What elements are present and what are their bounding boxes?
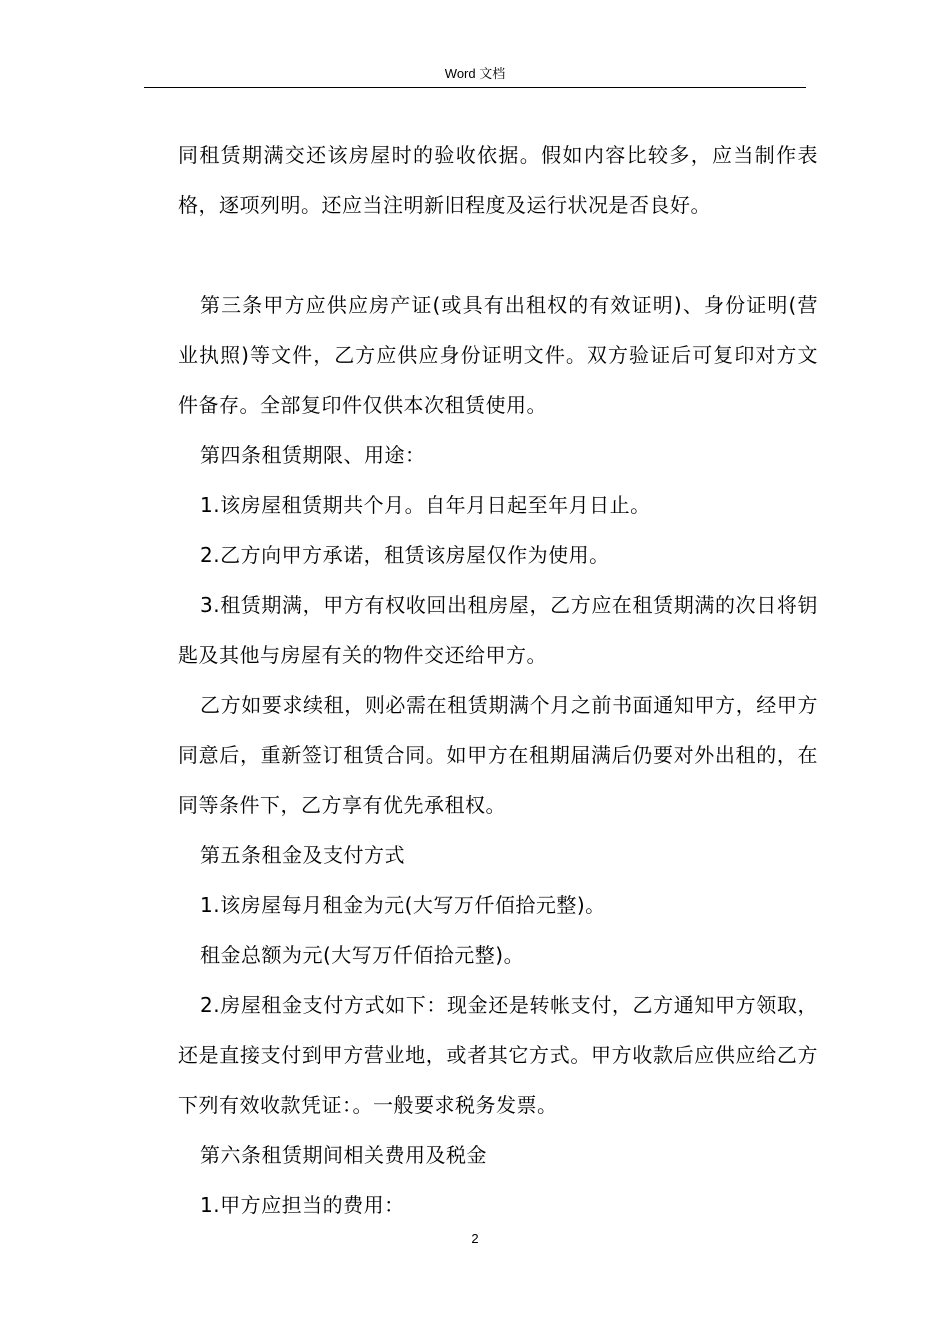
paragraph-article-6-heading: 第六条租赁期间相关费用及税金 <box>200 1143 487 1167</box>
header-rule <box>144 87 806 88</box>
paragraph-article-3: 第三条甲方应供应房产证(或具有出租权的有效证明)、身份证明(营业执照)等文件，乙方应供应身份证明文件。双方验证后可复印对方文件备存。全部复印件仅供本次租赁使用。 <box>178 293 818 417</box>
paragraph-article-5-heading: 第五条租金及支付方式 <box>200 843 405 867</box>
paragraph-continuation: 同租赁期满交还该房屋时的验收依据。假如内容比较多，应当制作表格，逐项列明。还应当注明新旧程度及运行状况是否良好。 <box>178 143 818 217</box>
paragraph-rent-total: 租金总额为元(大写万仟佰拾元整)。 <box>200 943 525 967</box>
paragraph-renewal: 乙方如要求续租，则必需在租赁期满个月之前书面通知甲方，经甲方同意后，重新签订租赁合同。如甲方在租期届满后仍要对外出租的，在同等条件下，乙方享有优先承租权。 <box>178 693 818 817</box>
paragraph-article-4-item-2: 2.乙方向甲方承诺，租赁该房屋仅作为使用。 <box>200 543 610 567</box>
document-body <box>178 130 818 1230</box>
paragraph-gap <box>178 230 818 280</box>
paragraph-article-6-item-1: 1.甲方应担当的费用： <box>200 1193 405 1217</box>
paragraph-article-5-item-2: 2.房屋租金支付方式如下：现金还是转帐支付，乙方通知甲方领取，还是直接支付到甲方营业地，或者其它方式。甲方收款后应供应给乙方下列有效收款凭证：。一般要求税务发票。 <box>178 993 818 1117</box>
paragraph-article-4-item-1: 1.该房屋租赁期共个月。自年月日起至年月日止。 <box>200 493 651 517</box>
paragraph-article-4-item-3: 3.租赁期满，甲方有权收回出租房屋，乙方应在租赁期满的次日将钥匙及其他与房屋有关的物件交还给甲方。 <box>178 593 818 667</box>
paragraph-article-4-heading: 第四条租赁期限、用途： <box>200 443 426 467</box>
page-number: 2 <box>471 1231 479 1246</box>
page-header: Word 文档 <box>444 66 506 81</box>
paragraph-article-5-item-1: 1.该房屋每月租金为元(大写万仟佰拾元整)。 <box>200 893 606 917</box>
